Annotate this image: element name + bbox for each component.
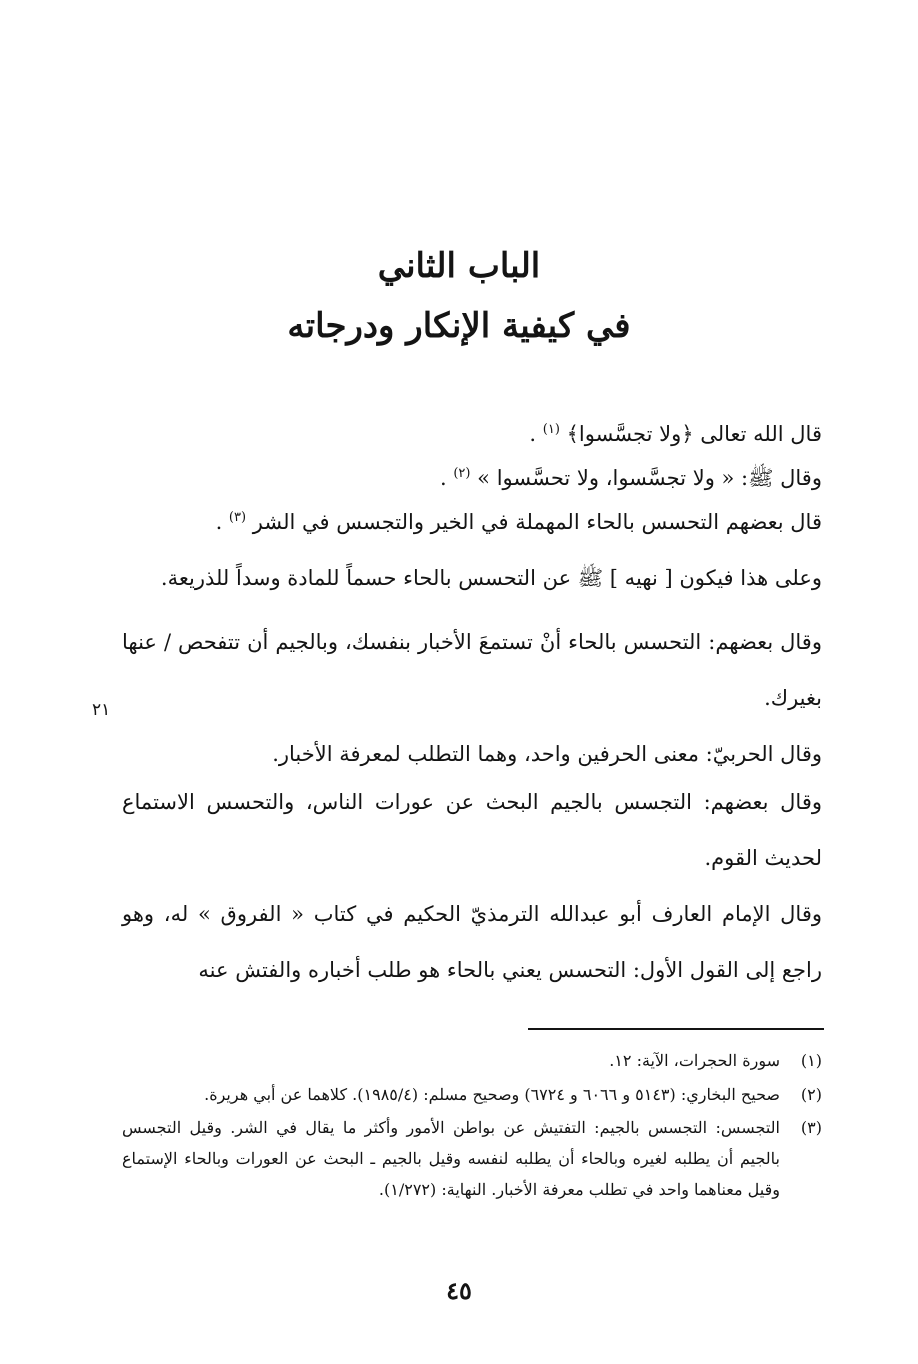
chapter-subtitle: في كيفية الإنكار ودرجاته [287, 306, 631, 346]
paragraph-tirmidhi: وقال الإمام العارف أبو عبدالله الترمذيّ الحكيم في كتاب « الفروق » له، وهو راجع إلى القول الأول: التحسس يعني بالحاء هو طلب أخباره والفتش عنه [122, 902, 822, 982]
paragraph-text: قال بعضهم التحسس بالحاء المهملة في الخير والتجسس في الشر [252, 510, 822, 534]
paragraph-end: . [439, 466, 454, 490]
footnotes [122, 1044, 822, 1205]
paragraph-hadith [122, 454, 822, 498]
footnote-reference: (١) [542, 422, 560, 437]
footnote-number: (٣) [800, 1118, 822, 1137]
footnote-number: (١) [800, 1051, 822, 1070]
paragraph-jassas: وقال بعضهم: التجسس بالجيم البحث عن عورات الناس، والتحسس الاستماع لحديث القوم. [122, 790, 822, 870]
main-text [122, 410, 822, 998]
footnote-text: التجسس: التجسس بالجيم: التفتيش عن بواطن الأمور وأكثر ما يقال في الشر. وقيل التجسس بالجيم أن يطلبه لغيره وبالحاء أن يطلبه لنفسه وقيل بالجيم ـ البحث عن العورات وبالحاء الإستماع وقيل معناهما واحد في تطلب معرفة الأخبار. النهاية: (١/٢٧٢). [122, 1118, 780, 1199]
footnote-reference: (٢) [453, 466, 471, 481]
footnote-3 [122, 1112, 822, 1205]
paragraph-prohibition: وعلى هذا فيكون [ نهيه ] ﷺ عن التحسس بالحاء حسماً للمادة وسداً للذريعة. [160, 566, 822, 590]
footnote-1 [122, 1044, 822, 1078]
footnote-text: سورة الحجرات، الآية: ١٢. [609, 1051, 780, 1070]
footnote-number: (٢) [800, 1085, 822, 1104]
footnote-2 [122, 1078, 822, 1112]
paragraph-text: قال الله تعالى ﴿ولا تجسَّسوا﴾ [566, 422, 822, 446]
paragraph-verse [122, 410, 822, 454]
page-number: ٤٥ [446, 1276, 472, 1305]
paragraph-end: . [215, 510, 229, 534]
paragraph-text: وقال ﷺ: « ولا تجسَّسوا، ولا تحسَّسوا » [477, 466, 822, 490]
margin-page-reference: ٢١ [92, 700, 111, 720]
paragraph-definition [122, 498, 822, 542]
footnote-separator [528, 1028, 824, 1030]
paragraph-end: . [529, 422, 543, 446]
footnote-text: صحيح البخاري: (٥١٤٣ و ٦٠٦٦ و ٦٧٢٤) وصحيح مسلم: (١٩٨٥/٤). كلاهما عن أبي هريرة. [204, 1085, 780, 1104]
paragraph-distinction: وقال بعضهم: التحسس بالحاء أنْ تستمعَ الأخبار بنفسك، وبالجيم أن تتفحص / عنها بغيرك. [122, 630, 822, 710]
footnote-reference: (٣) [228, 510, 247, 525]
chapter-title: الباب الثاني [377, 246, 541, 286]
paragraph-harbi: وقال الحربيّ: معنى الحرفين واحد، وهما التطلب لمعرفة الأخبار. [272, 742, 822, 766]
